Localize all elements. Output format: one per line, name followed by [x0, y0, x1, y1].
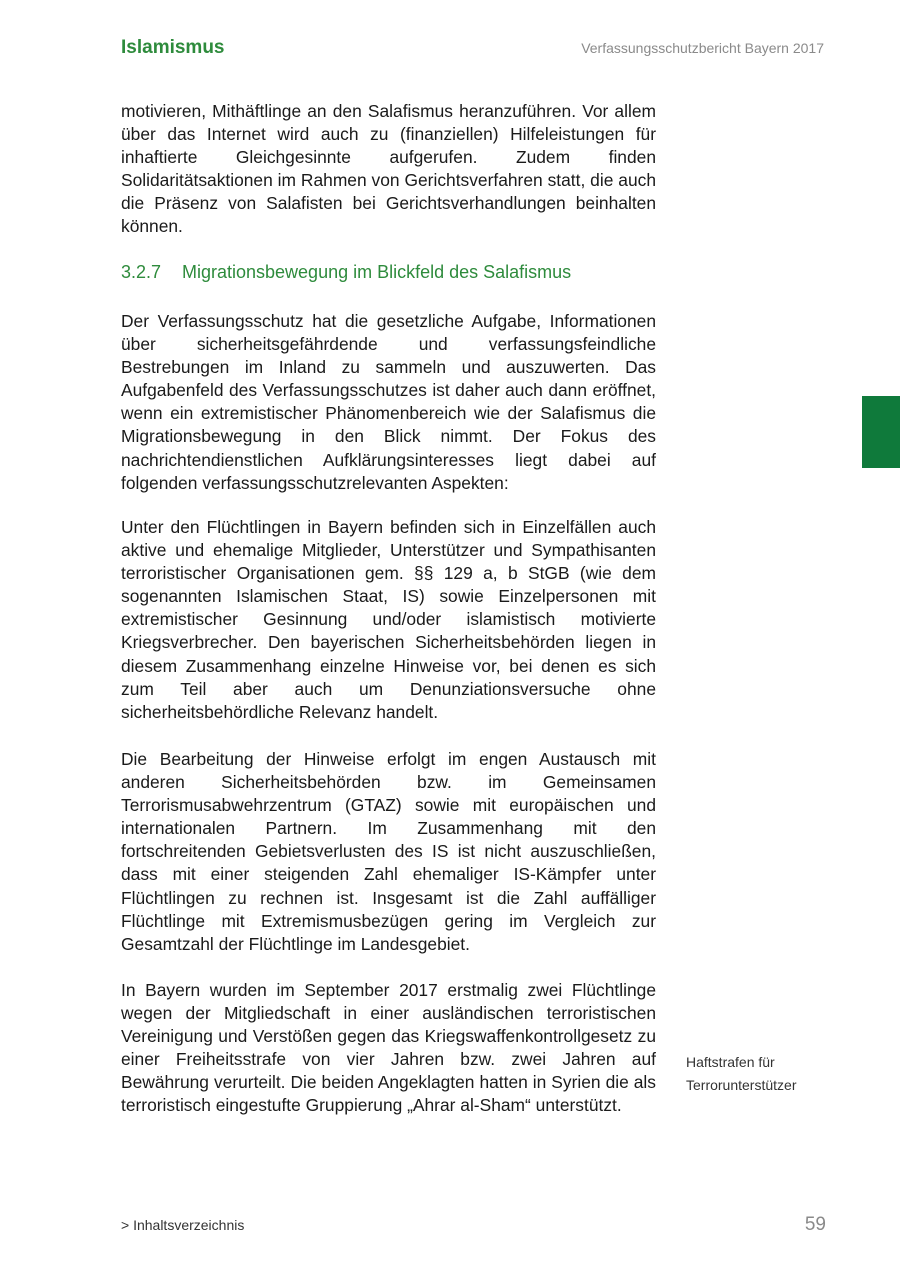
margin-note: Haftstrafen für Terrorunterstützer	[686, 1054, 797, 1093]
chapter-tab-marker	[862, 396, 900, 468]
paragraph-1: motivieren, Mithäftlinge an den Salafismus heranzuführen. Vor allem über das Internet wird auch zu (finanziellen) Hilfeleistungen für inhaftierte Gleichgesinnte aufgerufen. Zudem finden Solidaritätsaktionen im Rahmen von Gerichtsverfahren statt, die auch die Präsenz von Salafisten bei Gerichtsverhandlungen beinhalten können.	[121, 101, 656, 237]
page-number: 59	[804, 1214, 826, 1235]
heading-title: Migrationsbewegung im Blickfeld des Salafismus	[182, 262, 572, 282]
paragraph-5: In Bayern wurden im September 2017 erstmalig zwei Flüchtlinge wegen der Mitgliedschaft in einer ausländischen terroristischen Vereinigung und Verstößen gegen das Kriegswaffenkontrollgesetz zu einer Freiheitsstrafe von vier Jahren bzw. zwei Jahren auf Bewährung verurteilt. Die beiden Angeklagten hatten in Syrien die als terroristisch eingestufte Gruppierung „Ahrar al-Sham“ unterstützt.	[121, 980, 656, 1116]
subsection-heading	[121, 262, 681, 283]
paragraph-3: Unter den Flüchtlingen in Bayern befinden sich in Einzelfällen auch aktive und ehemalige Mitglieder, Unterstützer und Sympathisanten terroristischer Organisationen gem. §§ 129 a, b StGB (wie dem sogenannten Islamischen Staat, IS) sowie Einzelpersonen mit extremistischer Gesinnung und/oder islamistisch motivierte Kriegsverbrecher. Den bayerischen Sicherheitsbehörden liegen in diesem Zusammenhang einzelne Hinweise vor, bei denen es sich zum Teil aber auch um Denunziationsversuche ohne sicherheitsbehördliche Relevanz handelt.	[121, 517, 656, 722]
toc-link[interactable]: > Inhaltsverzeichnis	[121, 1217, 245, 1233]
paragraph-2: Der Verfassungsschutz hat die gesetzliche Aufgabe, Informationen über sicherheitsgefährdende und verfassungsfeindliche Bestrebungen im Inland zu sammeln und auszuwerten. Das Aufgabenfeld des Verfassungsschutzes ist daher auch dann eröffnet, wenn ein extremistischer Phänomenbereich wie der Salafismus die Migrationsbewegung in den Blick nimmt. Der Fokus des nachrichtendienstlichen Aufklärungsinteresses liegt dabei auf folgenden verfassungsschutzrelevanten Aspekten:	[121, 311, 656, 493]
heading-number: 3.2.7	[121, 262, 162, 282]
section-title: Islamismus	[121, 37, 225, 58]
paragraph-4: Die Bearbeitung der Hinweise erfolgt im engen Austausch mit anderen Sicherheitsbehörden bzw. im Gemeinsamen Terrorismusabwehrzentrum (GTAZ) sowie mit europäischen und internationalen Partnern. Im Zusammenhang mit den fortschreitenden Gebietsverlusten des IS ist nicht auszuschließen, dass mit einer steigenden Zahl ehemaliger IS-Kämpfer unter Flüchtlingen zu rechnen ist. Insgesamt ist die Zahl auffälliger Flüchtlinge mit Extremismusbezügen gering im Vergleich zur Gesamtzahl der Flüchtlinge im Landesgebiet.	[121, 749, 656, 954]
document-title: Verfassungsschutzbericht Bayern 2017	[581, 40, 824, 56]
